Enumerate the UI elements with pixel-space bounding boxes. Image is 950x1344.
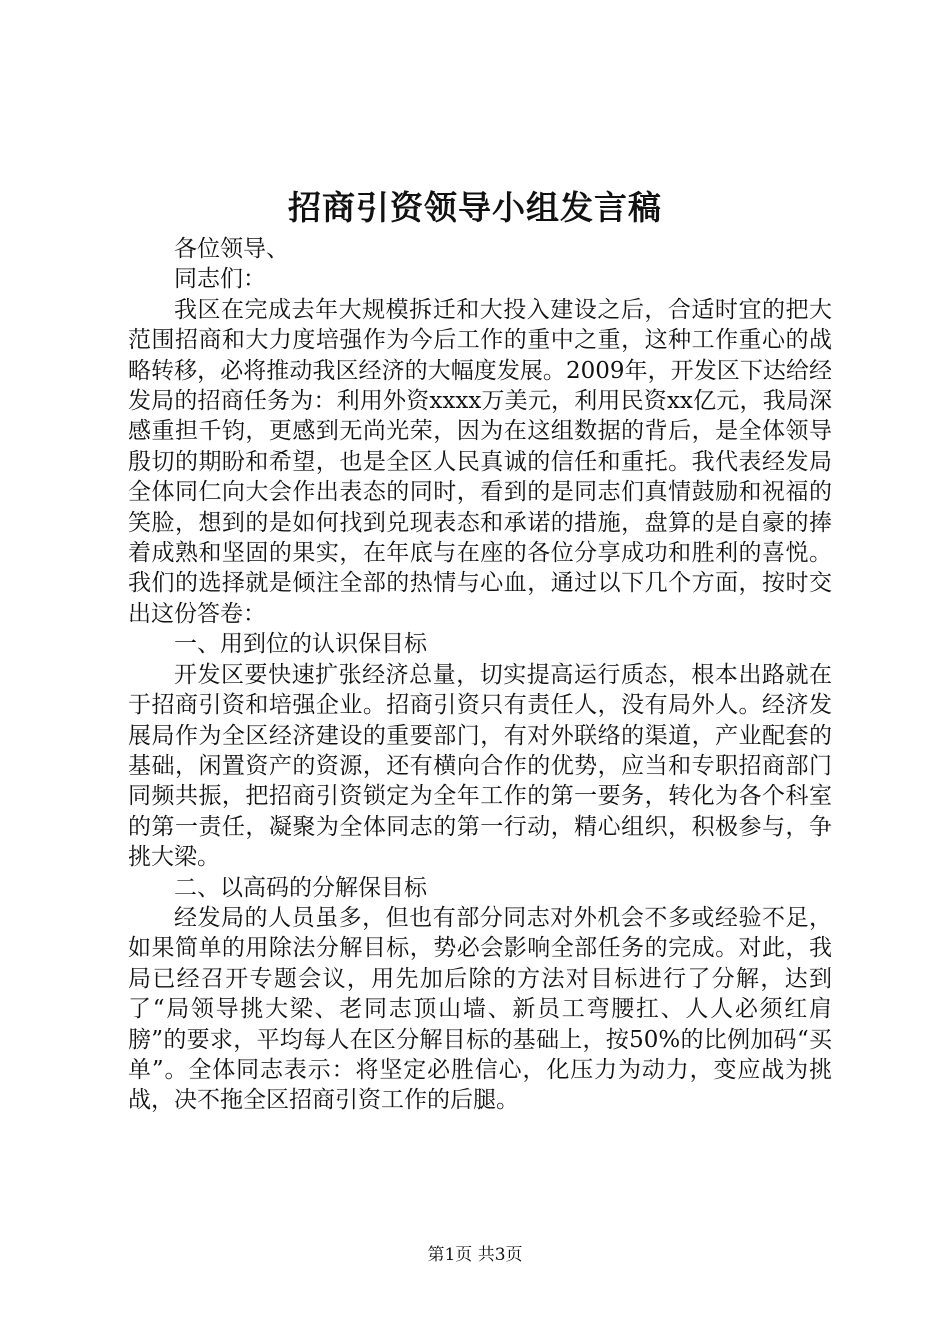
document-body — [128, 234, 832, 1116]
salutation-leaders: 各位领导、 — [174, 236, 289, 262]
document-title: 招商引资领导小组发言稿 — [288, 188, 662, 227]
section-2-paragraph: 经发局的人员虽多，但也有部分同志对外机会不多或经验不足，如果简单的用除法分解目标，势必会影响全部任务的完成。对此，我局已经召开专题会议，用先加后除的方法对目标进行了分解，达到了“局领导挑大梁、老同志顶山墙、新员工弯腰扛、人人必须红肩膀”的要求，平均每人在区分解目标的基础上，按50%的比例加码“买单”。全体同志表示：将坚定必胜信心，化压力为动力，变应战为挑战，决不拖全区招商引资工作的后腿。 — [128, 904, 832, 1114]
salutation-comrades: 同志们： — [174, 266, 266, 293]
section-heading-2: 二、以高码的分解保目标 — [174, 874, 427, 901]
page-number-footer: 第1页 共3页 — [427, 1245, 523, 1265]
section-heading-1: 一、用到位的认识保目标 — [174, 631, 427, 658]
section-1-paragraph: 开发区要快速扩张经济总量，切实提高运行质态，根本出路就在于招商引资和培强企业。招商引资只有责任人，没有局外人。经济发展局作为全区经济建设的重要部门，有对外联络的渠道，产业配套的基础，闲置资产的资源，还有横向合作的优势，应当和专职招商部门同频共振，把招商引资锁定为全年工作的第一要务，转化为各个科室的第一责任，凝聚为全体同志的第一行动，精心组织，积极参与，争挑大梁。 — [128, 661, 832, 871]
intro-paragraph: 我区在完成去年大规模拆迁和大投入建设之后，合适时宜的把大范围招商和大力度培强作为今后工作的重中之重，这种工作重心的战略转移，必将推动我区经济的大幅度发展。2009年，开发区下达给经发局的招商任务为：利用外资xxxx万美元，利用民资xx亿元，我局深感重担千钧，更感到无尚光荣，因为在这组数据的背后，是全体领导殷切的期盼和希望，也是全区人民真诚的信任和重托。我代表经发局全体同仁向大会作出表态的同时，看到的是同志们真情鼓励和祝福的笑脸，想到的是如何找到兑现表态和承诺的措施，盘算的是自豪的捧着成熟和坚固的果实，在年底与在座的各位分享成功和胜利的喜悦。我们的选择就是倾注全部的热情与心血，通过以下几个方面，按时交出这份答卷： — [128, 296, 832, 627]
